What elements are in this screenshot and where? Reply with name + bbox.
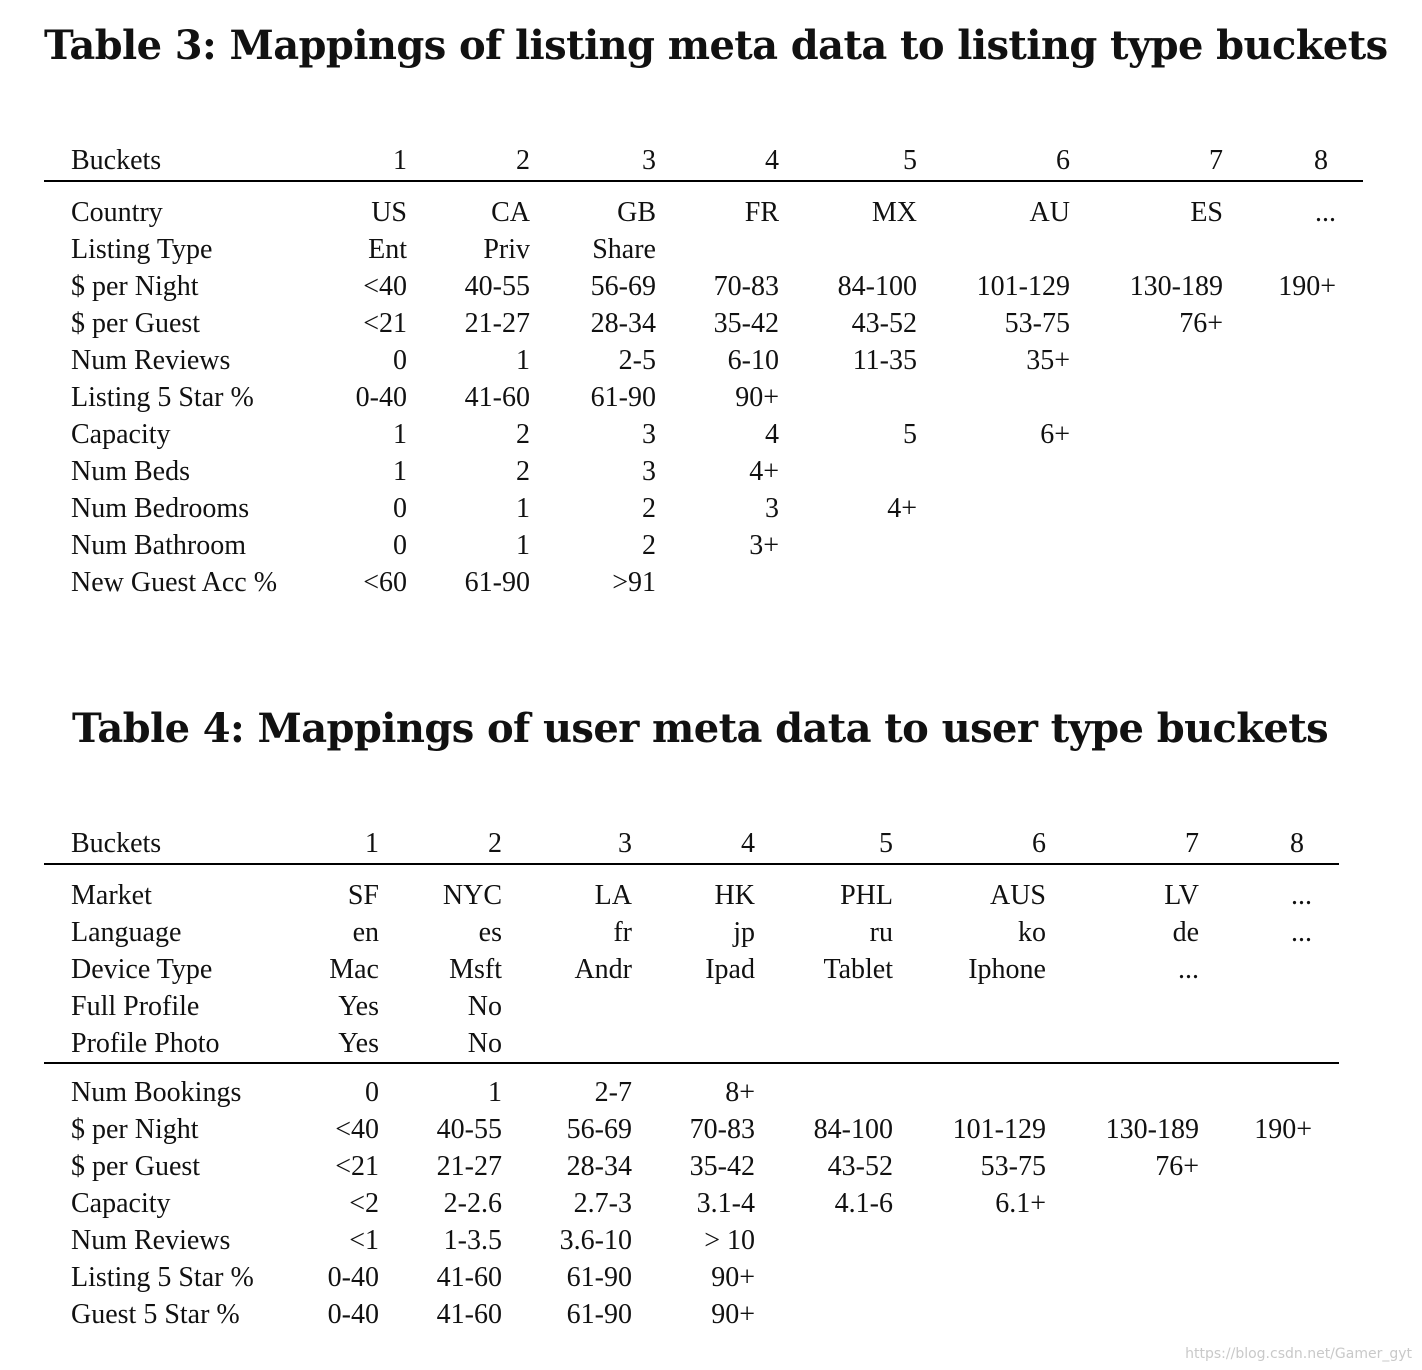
- table-cell: 0-40: [327, 1299, 379, 1330]
- row-label: Capacity: [71, 419, 171, 450]
- table-cell: 61-90: [566, 1299, 632, 1330]
- table-4-header-row: [44, 825, 1339, 864]
- table-row: [44, 1111, 1339, 1148]
- table-cell: 6+: [1040, 419, 1070, 450]
- table-cell: [893, 988, 1046, 1025]
- table-cell: [779, 527, 917, 564]
- table-cell: [917, 453, 1070, 490]
- watermark: https://blog.csdn.net/Gamer_gyt: [1185, 1346, 1412, 1362]
- table-cell: [893, 1063, 1046, 1111]
- table-cell: [632, 1025, 755, 1063]
- row-label: Num Bookings: [71, 1077, 242, 1108]
- table-cell: 1: [516, 530, 530, 561]
- table-cell: 56-69: [566, 1114, 632, 1145]
- header-cell: 8: [1223, 142, 1363, 181]
- table-cell: 1: [488, 1077, 502, 1108]
- table-cell: [755, 1025, 893, 1063]
- table-cell: ...: [1291, 880, 1312, 911]
- table-cell: 2-7: [594, 1077, 632, 1108]
- table-cell: 6.1+: [995, 1188, 1046, 1219]
- row-label: $ per Night: [71, 1114, 199, 1145]
- table-cell: 0-40: [355, 382, 407, 413]
- table-cell: [1070, 416, 1223, 453]
- header-cell: 1: [303, 825, 379, 864]
- table-cell: 21-27: [436, 1151, 502, 1182]
- table-cell: [1070, 490, 1223, 527]
- table-cell: [917, 231, 1070, 268]
- table-cell: [1199, 988, 1339, 1025]
- table-cell: Tablet: [823, 954, 893, 985]
- table-cell: [893, 1296, 1046, 1333]
- header-cell: 8: [1199, 825, 1339, 864]
- table-cell: 130-189: [1129, 271, 1223, 302]
- table-row: [44, 231, 1363, 268]
- table-cell: LV: [1164, 880, 1199, 911]
- table-cell: 0: [393, 530, 407, 561]
- table-cell: GB: [617, 197, 656, 228]
- table-cell: 43-52: [851, 308, 917, 339]
- table-cell: 53-75: [980, 1151, 1046, 1182]
- table-cell: 53-75: [1004, 308, 1070, 339]
- table-cell: 2: [642, 493, 656, 524]
- table-cell: <2: [349, 1188, 379, 1219]
- table-cell: LA: [594, 880, 632, 911]
- table-cell: 3: [642, 419, 656, 450]
- table-cell: 35-42: [689, 1151, 755, 1182]
- table-cell: 2: [642, 530, 656, 561]
- row-label: Full Profile: [71, 991, 200, 1022]
- table-row: [44, 342, 1363, 379]
- table-cell: Iphone: [968, 954, 1046, 985]
- table-cell: 2: [516, 456, 530, 487]
- table-cell: 4.1-6: [834, 1188, 893, 1219]
- table-cell: 3+: [749, 530, 779, 561]
- table-row: [44, 527, 1363, 564]
- table-cell: Yes: [303, 1025, 379, 1063]
- table-cell: [502, 1025, 632, 1063]
- table-cell: 2.7-3: [573, 1188, 632, 1219]
- row-label: New Guest Acc %: [71, 567, 278, 598]
- table-cell: 41-60: [436, 1262, 502, 1293]
- table-cell: de: [1172, 917, 1199, 948]
- table-cell: [779, 564, 917, 601]
- table-row: [44, 181, 1363, 231]
- table-cell: [1070, 527, 1223, 564]
- table-cell: [917, 564, 1070, 601]
- table-row: [44, 1025, 1339, 1063]
- table-cell: 3: [642, 456, 656, 487]
- table-cell: [1046, 1185, 1199, 1222]
- table-cell: Mac: [329, 954, 379, 985]
- table-cell: [779, 453, 917, 490]
- table-cell: [632, 988, 755, 1025]
- table-cell: CA: [491, 197, 530, 228]
- table-cell: 2-5: [618, 345, 656, 376]
- table-cell: ...: [1178, 954, 1199, 985]
- table-cell: MX: [871, 197, 917, 228]
- table-cell: [1223, 379, 1363, 416]
- table-row: [44, 268, 1363, 305]
- table-cell: [1046, 1222, 1199, 1259]
- table-cell: 4: [765, 419, 779, 450]
- table-cell: [1046, 1063, 1199, 1111]
- table-cell: 130-189: [1105, 1114, 1199, 1145]
- table-cell: [755, 1296, 893, 1333]
- table-cell: Ent: [368, 234, 407, 265]
- row-label: Num Bedrooms: [71, 493, 250, 524]
- table-cell: 190+: [1254, 1114, 1312, 1145]
- table-cell: [917, 527, 1070, 564]
- table-cell: 90+: [735, 382, 779, 413]
- row-label: Listing Type: [71, 234, 213, 265]
- table-cell: NYC: [442, 880, 502, 911]
- table-cell: 0: [393, 345, 407, 376]
- table-4: [44, 825, 1339, 1333]
- table-cell: 2-2.6: [443, 1188, 502, 1219]
- row-label: Language: [71, 917, 182, 948]
- header-cell: 7: [1070, 142, 1223, 181]
- table-cell: [1223, 527, 1363, 564]
- table-4-caption: Table 4: Mappings of user meta data to user type buckets: [72, 705, 1329, 752]
- table-row: [44, 988, 1339, 1025]
- row-label: Num Reviews: [71, 345, 231, 376]
- table-cell: 84-100: [837, 271, 917, 302]
- table-cell: [1199, 951, 1339, 988]
- table-cell: [755, 1259, 893, 1296]
- table-cell: Yes: [338, 991, 379, 1022]
- table-row: [44, 1259, 1339, 1296]
- table-cell: [1223, 305, 1363, 342]
- table-cell: [1223, 416, 1363, 453]
- table-3-header-row: [44, 142, 1363, 181]
- table-cell: [656, 231, 779, 268]
- table-cell: 41-60: [464, 382, 530, 413]
- row-label: $ per Night: [71, 271, 199, 302]
- table-cell: 90+: [711, 1299, 755, 1330]
- row-label: Num Reviews: [71, 1225, 231, 1256]
- row-label: Market: [71, 880, 152, 911]
- table-cell: No: [379, 1025, 502, 1063]
- table-row: [44, 1296, 1339, 1333]
- table-cell: 35-42: [713, 308, 779, 339]
- table-cell: es: [478, 917, 502, 948]
- table-cell: [1199, 1259, 1339, 1296]
- table-cell: SF: [347, 880, 379, 911]
- table-row: [44, 1063, 1339, 1111]
- table-cell: 8+: [725, 1077, 755, 1108]
- table-cell: <21: [335, 1151, 379, 1182]
- table-cell: [1223, 231, 1363, 268]
- table-cell: [1070, 453, 1223, 490]
- table-cell: 40-55: [464, 271, 530, 302]
- table-cell: [755, 1063, 893, 1111]
- table-cell: 84-100: [813, 1114, 893, 1145]
- table-cell: 3.1-4: [696, 1188, 755, 1219]
- table-cell: 28-34: [590, 308, 656, 339]
- table-cell: 3.6-10: [559, 1225, 632, 1256]
- table-cell: 76+: [1155, 1151, 1199, 1182]
- table-row: [44, 564, 1363, 601]
- table-cell: 1: [393, 419, 407, 450]
- row-label: Num Beds: [71, 456, 190, 487]
- table-cell: 1-3.5: [443, 1225, 502, 1256]
- header-cell: 7: [1046, 825, 1199, 864]
- table-cell: [502, 988, 632, 1025]
- header-cell: 2: [379, 825, 502, 864]
- row-label: Capacity: [71, 1188, 171, 1219]
- table-cell: [755, 1222, 893, 1259]
- table-cell: 56-69: [590, 271, 656, 302]
- table-cell: FR: [744, 197, 779, 228]
- table-cell: 0: [365, 1077, 379, 1108]
- table-cell: ...: [1291, 917, 1312, 948]
- table-row: [44, 379, 1363, 416]
- table-cell: 61-90: [464, 567, 530, 598]
- table-cell: [1046, 988, 1199, 1025]
- table-cell: US: [371, 197, 407, 228]
- table-row: [44, 914, 1339, 951]
- table-3: [44, 142, 1363, 601]
- table-cell: 1: [393, 456, 407, 487]
- table-cell: 0-40: [327, 1262, 379, 1293]
- table-cell: [1223, 490, 1363, 527]
- table-row: [44, 864, 1339, 914]
- table-cell: [1070, 564, 1223, 601]
- table-row: [44, 951, 1339, 988]
- header-cell: 3: [502, 825, 632, 864]
- table-cell: [1199, 1025, 1339, 1063]
- row-label: Listing 5 Star %: [71, 1262, 254, 1293]
- table-cell: 6-10: [727, 345, 779, 376]
- header-cell: Buckets: [44, 142, 331, 181]
- table-row: [44, 416, 1363, 453]
- table-cell: 190+: [1278, 271, 1336, 302]
- header-cell: 6: [917, 142, 1070, 181]
- table-cell: Ipad: [705, 954, 755, 985]
- row-label: Listing 5 Star %: [71, 382, 254, 413]
- table-cell: AU: [1029, 197, 1070, 228]
- row-label: Device Type: [71, 954, 213, 985]
- table-cell: 76+: [1179, 308, 1223, 339]
- table-cell: 1: [516, 345, 530, 376]
- table-cell: [656, 564, 779, 601]
- table-cell: PHL: [840, 880, 893, 911]
- table-cell: [1046, 1296, 1199, 1333]
- table-cell: <21: [363, 308, 407, 339]
- table-cell: 0: [393, 493, 407, 524]
- table-cell: [1199, 1063, 1339, 1111]
- table-cell: 70-83: [713, 271, 779, 302]
- table-3-caption: Table 3: Mappings of listing meta data to listing type buckets: [44, 22, 1388, 69]
- table-cell: > 10: [704, 1225, 755, 1256]
- table-cell: <1: [349, 1225, 379, 1256]
- table-cell: [893, 1259, 1046, 1296]
- header-cell: 1: [331, 142, 407, 181]
- table-cell: [1070, 342, 1223, 379]
- table-cell: 21-27: [464, 308, 530, 339]
- row-label: $ per Guest: [71, 308, 201, 339]
- table-cell: 101-129: [952, 1114, 1046, 1145]
- table-cell: [1199, 1296, 1339, 1333]
- row-label: Num Bathroom: [71, 530, 246, 561]
- header-cell: 2: [407, 142, 530, 181]
- table-row: [44, 1185, 1339, 1222]
- table-cell: ko: [1018, 917, 1046, 948]
- header-cell: 5: [779, 142, 917, 181]
- table-cell: [1046, 1259, 1199, 1296]
- header-cell: 4: [632, 825, 755, 864]
- table-cell: [1199, 1148, 1339, 1185]
- header-cell: 3: [530, 142, 656, 181]
- header-cell: Buckets: [44, 825, 303, 864]
- table-cell: Msft: [449, 954, 502, 985]
- table-cell: [893, 1222, 1046, 1259]
- table-cell: AUS: [989, 880, 1046, 911]
- table-cell: 70-83: [689, 1114, 755, 1145]
- header-cell: 5: [755, 825, 893, 864]
- table-cell: 41-60: [436, 1299, 502, 1330]
- table-cell: <40: [335, 1114, 379, 1145]
- table-cell: [1199, 1185, 1339, 1222]
- table-cell: en: [352, 917, 379, 948]
- table-cell: [893, 1025, 1046, 1063]
- table-cell: ...: [1315, 197, 1336, 228]
- table-row: [44, 490, 1363, 527]
- row-label: Country: [71, 197, 163, 228]
- table-cell: 2: [516, 419, 530, 450]
- table-cell: No: [467, 991, 502, 1022]
- table-cell: fr: [613, 917, 632, 948]
- table-cell: [779, 379, 917, 416]
- table-cell: ru: [869, 917, 893, 948]
- table-cell: [1199, 1222, 1339, 1259]
- table-cell: 5: [903, 419, 917, 450]
- table-cell: HK: [714, 880, 755, 911]
- table-cell: <40: [363, 271, 407, 302]
- table-cell: 61-90: [566, 1262, 632, 1293]
- table-row: [44, 453, 1363, 490]
- table-cell: 28-34: [566, 1151, 632, 1182]
- table-cell: 4+: [887, 493, 917, 524]
- table-cell: jp: [733, 917, 755, 948]
- table-cell: [755, 988, 893, 1025]
- table-cell: 61-90: [590, 382, 656, 413]
- table-cell: <60: [363, 567, 407, 598]
- table-cell: >91: [612, 567, 656, 598]
- table-cell: [917, 490, 1070, 527]
- row-label: Profile Photo: [44, 1025, 303, 1063]
- table-cell: [1223, 564, 1363, 601]
- table-cell: Share: [592, 234, 656, 265]
- table-cell: [779, 231, 917, 268]
- table-cell: 11-35: [852, 345, 917, 376]
- table-cell: [1223, 342, 1363, 379]
- table-cell: Andr: [574, 954, 632, 985]
- table-cell: 90+: [711, 1262, 755, 1293]
- table-cell: 40-55: [436, 1114, 502, 1145]
- table-row: [44, 1222, 1339, 1259]
- table-row: [44, 305, 1363, 342]
- table-cell: Priv: [483, 234, 530, 265]
- table-cell: 35+: [1026, 345, 1070, 376]
- table-cell: 43-52: [827, 1151, 893, 1182]
- table-cell: 3: [765, 493, 779, 524]
- table-cell: 101-129: [976, 271, 1070, 302]
- table-cell: [917, 379, 1070, 416]
- row-label: Guest 5 Star %: [71, 1299, 240, 1330]
- table-row: [44, 1148, 1339, 1185]
- table-cell: [1070, 231, 1223, 268]
- row-label: $ per Guest: [71, 1151, 201, 1182]
- table-cell: 1: [516, 493, 530, 524]
- header-cell: 4: [656, 142, 779, 181]
- table-cell: [1070, 379, 1223, 416]
- header-cell: 6: [893, 825, 1046, 864]
- table-cell: ES: [1190, 197, 1223, 228]
- table-cell: 4+: [749, 456, 779, 487]
- table-cell: [1046, 1025, 1199, 1063]
- table-cell: [1223, 453, 1363, 490]
